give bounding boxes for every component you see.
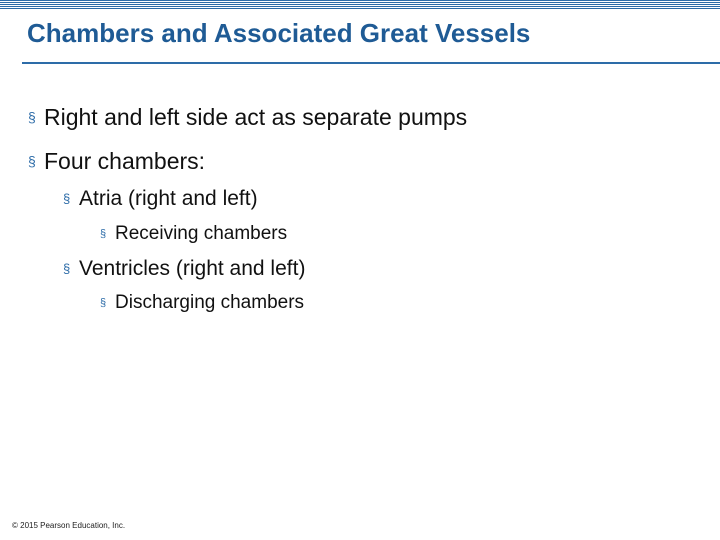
title-divider xyxy=(22,62,720,64)
bullet-marker-icon: § xyxy=(63,261,71,276)
top-stripe-decoration xyxy=(0,0,720,10)
bullet-text: Right and left side act as separate pumps xyxy=(44,104,468,130)
bullet-marker-icon: § xyxy=(100,228,107,240)
bullet-text: Four chambers: xyxy=(44,148,206,174)
bullet-text: Ventricles (right and left) xyxy=(79,257,306,280)
bullet-marker-icon: § xyxy=(28,109,36,125)
bullet-item-ventricles xyxy=(63,257,305,281)
copyright-footer: © 2015 Pearson Education, Inc. xyxy=(12,521,126,530)
bullet-text: Discharging chambers xyxy=(115,292,305,313)
bullet-item-separate-pumps xyxy=(28,104,467,131)
bullet-item-discharging-chambers xyxy=(100,292,304,314)
bullet-item-four-chambers xyxy=(28,148,205,175)
bullet-text: Receiving chambers xyxy=(115,223,288,244)
bullet-marker-icon: § xyxy=(28,153,36,169)
bullet-item-receiving-chambers xyxy=(100,223,287,245)
bullet-text: Atria (right and left) xyxy=(79,187,258,210)
bullet-marker-icon: § xyxy=(100,297,107,309)
slide-title: Chambers and Associated Great Vessels xyxy=(27,18,531,48)
bullet-item-atria xyxy=(63,187,258,211)
bullet-marker-icon: § xyxy=(63,191,71,206)
